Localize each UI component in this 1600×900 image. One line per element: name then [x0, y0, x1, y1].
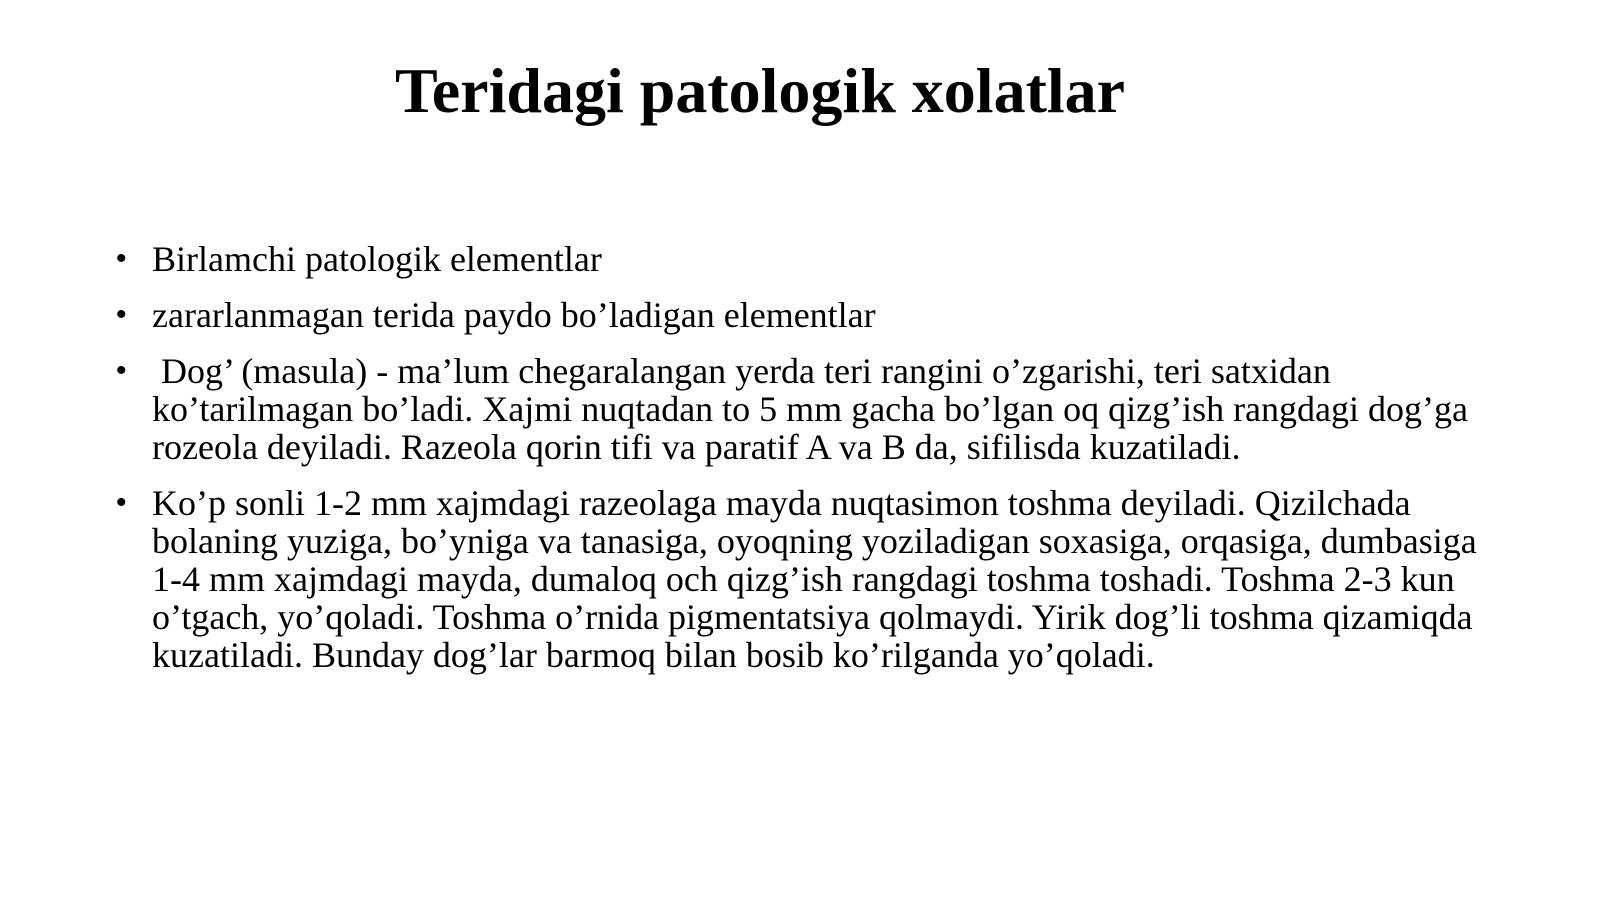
bullet-icon: • [116, 354, 127, 387]
bullet-icon: • [116, 298, 127, 331]
bullet-icon: • [116, 242, 127, 275]
bullet-text: Ko’p sonli 1-2 mm xajmdagi razeolaga mayda nuqtasimon toshma deyiladi. Qizilchada bolaning yuziga, bo’yniga va tanasiga, oyoqning yoziladigan soxasiga, orqasiga, dumbasiga 1-4 mm xajmdagi mayda, dumaloq och qizg’ish rangdagi toshma toshadi. Toshma 2-3 kun o’tgach, yo’qoladi. Toshma o’rnida pigmentatsiya qolmaydi. Yirik dog’li toshma qizamiqda kuzatiladi. Bunday dog’lar barmoq bilan bosib ko’rilganda yo’qoladi. [152, 483, 1477, 675]
list-item [116, 296, 1496, 334]
list-item [116, 240, 1496, 278]
bullet-text: zararlanmagan terida paydo bo’ladigan elementlar [152, 295, 876, 335]
slide-title: Teridagi patologik xolatlar [394, 55, 1126, 126]
bullet-text: Birlamchi patologik elementlar [152, 239, 602, 279]
bullet-list [116, 240, 1496, 692]
list-item [116, 352, 1496, 466]
bullet-text: Dog’ (masula) - ma’lum chegaralangan yerda teri rangini o’zgarishi, teri satxidan ko’tarilmagan bo’ladi. Xajmi nuqtadan to 5 mm gacha bo’lgan oq qizg’ish rangdagi dog’ga rozeola deyiladi. Razeola qorin tifi va paratif A va B da, sifilisda kuzatiladi. [152, 351, 1477, 467]
bullet-icon: • [116, 486, 127, 519]
list-item [116, 484, 1496, 674]
